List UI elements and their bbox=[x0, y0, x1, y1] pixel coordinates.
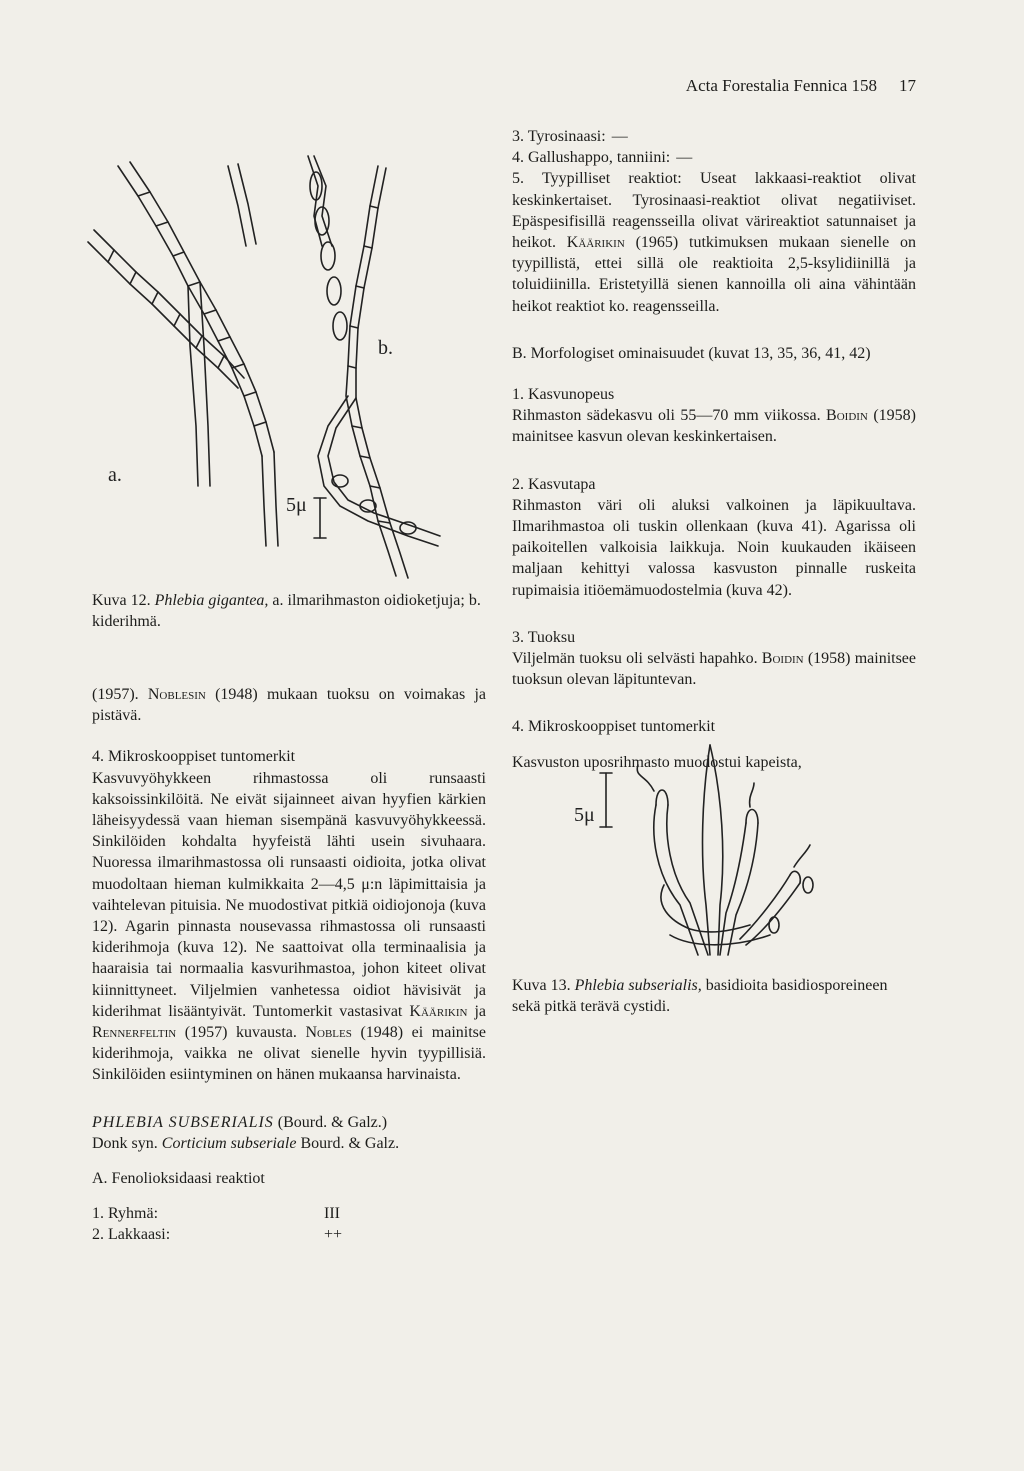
right-paragraph-reactions: 5. Tyypilliset reaktiot: Useat lakkaasi-reaktiot olivat keskinkertaiset. Tyrosinaasi-reaktiot olivat negatiiviset. Epäspesifisillä reagensseilla olivat värireaktiot satunnaiset ja heikot. Käärikin (1965) tutkimuksen mukaan sienelle on tyypillistä, ettei sillä ole reaktioita 2,5-ksylidiinillä ja toluidiinilla. Eristetyillä sienen kannoilla oli aina vähintään heikot reaktiot ko. reagensseilla. bbox=[512, 170, 916, 315]
reaction-row-laccase: 2. Lakkaasi: ++ bbox=[92, 1226, 343, 1244]
species-heading: PHLEBIA SUBSERIALIS (Bourd. & Galz.) bbox=[92, 1113, 388, 1131]
left-paragraph-odour: (1957). Noblesin (1948) mukaan tuoksu on voimakas ja pistävä. bbox=[92, 686, 487, 725]
figure-12-caption-label: Kuva 12. bbox=[92, 592, 151, 609]
right-heading-morphology: B. Morfologiset ominaisuudet (kuvat 13, 35, 36, 41, 42) bbox=[512, 344, 871, 362]
figure-13-caption-text: basidioita basidiosporeineen sekä pitkä terävä cystidi. bbox=[512, 977, 888, 1016]
right-heading-growth-habit: 2. Kasvutapa bbox=[512, 475, 596, 493]
figure-12-oidia-chain-a bbox=[88, 156, 332, 546]
right-paragraph-microscopy: Kasvuston uposrihmasto muodostui kapeista, bbox=[512, 753, 802, 771]
figure-13-caption bbox=[512, 975, 916, 1017]
figure-12-caption-species: Phlebia gigantea, bbox=[154, 592, 269, 609]
reaction-row-group: 1. Ryhmä: III bbox=[92, 1205, 340, 1223]
figure-13-cystidium bbox=[703, 745, 723, 955]
left-column bbox=[92, 684, 486, 1246]
reaction-row-gallic-acid: 4. Gallushappo, tanniini: — bbox=[512, 149, 693, 167]
figure-12-caption bbox=[92, 590, 486, 632]
right-paragraph-odour: Viljelmän tuoksu oli selvästi hapahko. Boidin (1958) mainitsee tuoksun olevan läpituntevan. bbox=[512, 650, 917, 689]
left-heading-phenoloxidase: A. Fenolioksidaasi reaktiot bbox=[92, 1170, 265, 1188]
figure-13-caption-label: Kuva 13. bbox=[512, 977, 571, 994]
figure-13-scale-bar bbox=[600, 773, 612, 827]
figure-12-crystal-hypha-b bbox=[310, 166, 440, 578]
running-head bbox=[512, 76, 916, 96]
right-paragraph-growth-rate: Rihmaston sädekasvu oli 55—70 mm viikossa. Boidin (1958) mainitsee kasvun olevan keskinkertaisen. bbox=[512, 407, 916, 446]
right-heading-odour: 3. Tuoksu bbox=[512, 628, 576, 646]
right-heading-microscopy: 4. Mikroskooppiset tuntomerkit bbox=[512, 718, 716, 736]
figure-13-scale-label: 5μ bbox=[574, 804, 595, 826]
figure-12-scale-bar bbox=[314, 498, 326, 538]
figure-12-label-b: b. bbox=[378, 337, 393, 359]
figure-13-illustration bbox=[560, 735, 880, 965]
figure-12-label-a: a. bbox=[108, 464, 122, 486]
right-paragraph-growth-habit: Rihmaston väri oli aluksi valkoinen ja läpikuultava. Ilmarihmastoa oli tuskin ollenkaan (kuva 41). Agarissa oli paikoitellen valkoisia laikkuja. Noin kuukauden ikäiseen maljaan kehittyi valossa kasvuston pinnalle ruskeita rupimaisia itiöemämuodostelmia (kuva 42). bbox=[512, 496, 916, 599]
reaction-row-tyrosinase: 3. Tyrosinaasi: — bbox=[512, 128, 628, 145]
species-synonym: Donk syn. Corticium subseriale Bourd. & Galz. bbox=[92, 1134, 400, 1152]
figure-12-caption-text: a. ilmarihmaston oidioketjuja; b. kiderihmä. bbox=[92, 592, 481, 631]
left-paragraph-microscopy: Kasvuvyöhykkeen rihmastossa oli runsaasti kaksoissinkilöitä. Ne eivät sijainneet aivan hyyfien kärkien läheisyydessä vaan hieman sisempänä kasvuvyöhykkeessä. Sinkilöiden kohdalta hyyfeistä lähti usein sivuhaara. Nuoressa ilmarihmastossa oli runsaasti oidioita, jotka olivat muodoltaan hieman kulmikkaita 2—4,5 μ:n läpimittaisia ja vaihtelevan pituisia. Ne muodostivat pitkiä oidiojonoja (kuva 12). Agarin pinnasta nousevassa rihmastossa oli runsaasti kiderihmoja (kuva 12). Ne saattoivat olla terminaalisia ja haaraisia tai normaalia kasvurihmastoa, johon kiteet olivat kiinnittyneet. Viljelmien vanhetessa oidiot hävisivät ja kiderihmat lisääntyivät. Tuntomerkit vastasivat Käärikin ja Rennerfeltin (1957) kuvausta. Nobles (1948) ei mainitse kiderihmoja, vaikka ne olivat sienelle hyvin tyypillisiä. Sinkilöiden esiintyminen on hänen mukaansa harvinaista. bbox=[92, 769, 487, 1084]
left-heading-microscopy: 4. Mikroskooppiset tuntomerkit bbox=[92, 748, 296, 766]
page-number: 17 bbox=[899, 76, 916, 95]
right-heading-growth-rate: 1. Kasvunopeus bbox=[512, 386, 615, 404]
figure-13-basidia bbox=[637, 765, 813, 955]
figure-13-caption-species: Phlebia subserialis, bbox=[574, 977, 702, 994]
journal-title: Acta Forestalia Fennica 158 bbox=[685, 76, 877, 95]
right-column bbox=[512, 126, 916, 773]
figure-12-illustration bbox=[78, 126, 478, 586]
figure-12-scale-label: 5μ bbox=[286, 494, 307, 516]
